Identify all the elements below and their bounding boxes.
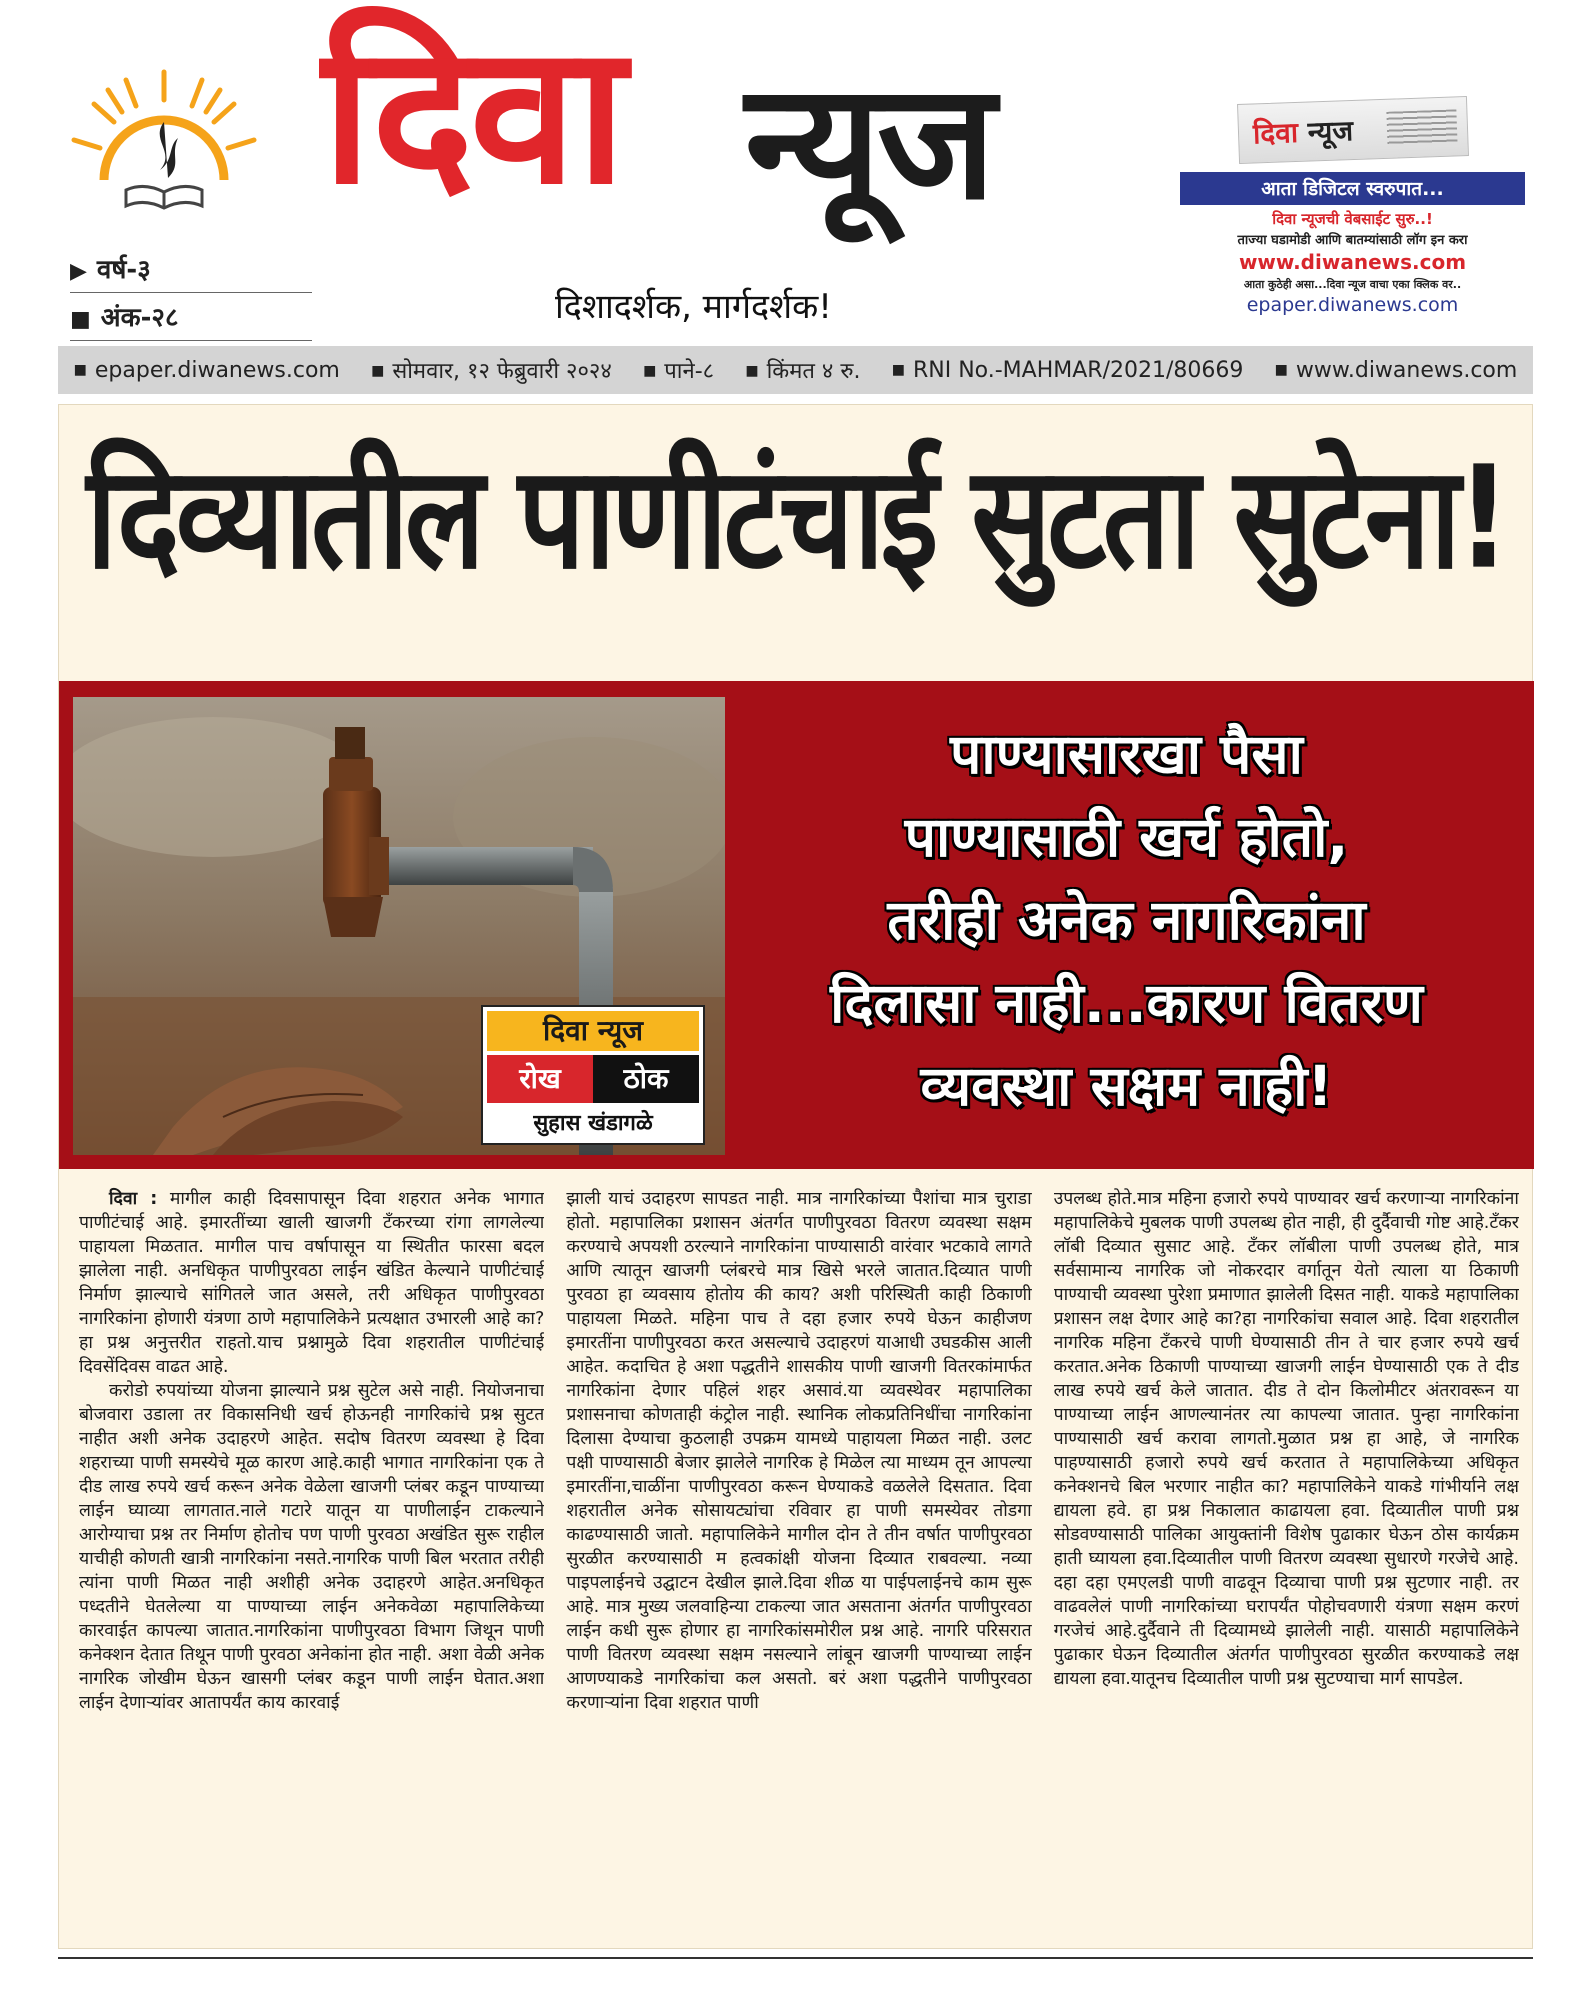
strip-epaper-link[interactable]: ■ epaper.diwanews.com: [74, 358, 340, 383]
deck-text: [719, 713, 1534, 1128]
deck-line: पाण्यासाठी खर्च होतो,: [904, 805, 1349, 869]
bottom-divider: [58, 1957, 1533, 1959]
promo-line-website-launch: दिवा न्यूजची वेबसाईट सुरु..!: [1272, 210, 1433, 228]
strip-price: ■ किंमत ४ रु.: [745, 355, 860, 385]
article-column-3: [1054, 1187, 1519, 1939]
stamp-thok: ठोक: [593, 1055, 699, 1103]
info-strip: [58, 346, 1533, 394]
strip-rni: ■ RNI No.-MAHMAR/2021/80669: [892, 358, 1244, 383]
deck-line: व्यवस्था सक्षम नाही!: [920, 1054, 1333, 1118]
article-column-1: [79, 1187, 544, 1939]
article-paragraph: उपलब्ध होते.मात्र महिना हजारो रुपये पाण्यावर खर्च करणाऱ्या नागरिकांना महापालिकेचे मुबलक पाणी उपलब्ध होत नाही, ही दुर्दैवाची गोष्ट आहे.टँकर लॉबी दिव्यात सुसाट आहे. टँकर लॉबीला पाणी उपलब्ध होते, मात्र सर्वसामान्य नागरिक जो नोकरदार वर्गातून येतो त्याला या ठिकाणी पाण्याची व्यवस्था पुरेशा प्रमाणात झालेली दिसत नाही. याकडे महापालिका प्रशासन लक्ष देणार आहे का?हा नागरिकांचा सवाल आहे. दिवा शहरातील नागरिक महिना टँकरचे पाणी घेण्यासाठी तीन ते चार हजार रुपये खर्च करतात.अनेक ठिकाणी पाण्याच्या खाजगी लाईन घेण्यासाठी एक ते दीड लाख रुपये खर्च केले जातात. दीड ते दोन किलोमीटर अंतरावरून या पाण्याच्या लाईन आणल्यानंतर त्या कापल्या जातात. पुन्हा नागरिकांना पाण्यासाठी खर्च करावा लागतो.मुळात प्रश्न हा आहे, जे नागरिक पाहण्यासाठी हजारो रुपये खर्च करतात ते महापालिकेच्या अधिकृत कनेक्शनचे बिल भरणार नाहीत का? महापालिकेने याकडे गांभीर्याने लक्ष द्यायला हवे. हा प्रश्न निकालात काढायला हवा. दिव्यातील पाणी प्रश्न सोडवण्यासाठी पालिका आयुक्तांनी विशेष पुढाकार घेऊन ठोस कार्यक्रम हाती घ्यायला हवा.दिव्यातील पाणी वितरण व्यवस्था सुधारणे गरजेचे आहे. दहा दहा एमएलडी पाणी वाढवून दिव्याचा पाणी प्रश्न सुटणार नाही. तर वाढवलेलं पाणी नागरिकांच्या घरापर्यंत पोहोचवणारी यंत्रणा सक्षम करणं गरजेचं आहे.दुर्दैवाने ती दिव्यामध्ये झालेली नाही. यासाठी महापालिकेने पुढाकार घेऊन दिव्यातील अंतर्गत पाणीपुरवठा सुरळीत करण्याकडे लक्ष द्यायला हवा.यातूनच दिव्यातील पाणी प्रश्न सुटण्याचा मार्ग सापडेल.: [1053, 1189, 1519, 1689]
strip-date: ■ सोमवार, १२ फेब्रुवारी २०२४: [371, 355, 612, 385]
headline: दिव्यातील पाणीटंचाई सुटता सुटेना!: [86, 434, 1507, 601]
promo-epaper-link[interactable]: epaper.diwanews.com: [1246, 294, 1459, 316]
stamp-brand: दिवा न्यूज: [487, 1011, 699, 1051]
article-paragraph: झाली याचं उदाहरण सापडत नाही. मात्र नागरिकांच्या पैशांचा मात्र चुराडा होतो. महापालिका प्रशासन अंतर्गत पाणीपुरवठा वितरण व्यवस्था सक्षम करण्याचे अपयशी ठरल्याने नागरिकांना पाण्यासाठी वारंवार भटकावे लागते आणि त्यातून खाजगी प्लंबरचे मात्र खिसे भरले जातात.दिव्यात पाणी पुरवठा हा व्यवसाय होतोय की काय? अशी परिस्थिती काही ठिकाणी पाहायला मिळते. महिना पाच ते दहा हजार रुपये घेऊन काहीजण इमारतींना पाणीपुरवठा करत असल्याचे उदाहरणं याआधी उघडकीस आली आहेत. कदाचित हे अशा पद्धतीने शासकीय पाणी खाजगी वितरकांमार्फत नागरिकांना देणार पहिलं शहर असावं.या व्यवस्थेवर महापालिका प्रशासनाचा कोणताही कंट्रोल नाही. स्थानिक लोकप्रतिनिधींचा नागरिकांना दिलासा देण्याचा कुठलाही उपक्रम यामध्ये पाहायला मिळत नाही. उलट पक्षी पाण्यासाठी बेजार झालेले नागरिक हे मिळेल त्या माध्यम तून आपल्या इमारतींना,चाळींना पाणीपुरवठा करून घेण्याकडे वळलेले दिसतात. दिवा शहरातील अनेक सोसायट्यांचा रविवार हा पाणी समस्येवर तोडगा काढण्यासाठी जातो. महापालिकेने मागील दोन ते तीन वर्षात पाणीपुरवठा सुरळीत करण्यासाठी म हत्वकांक्षी योजना दिव्यात राबवल्या. नव्या पाइपलाईनचे उद्घाटन देखील झाले.दिवा शीळ या पाईपलाईनचे काम सुरू आहे. मात्र मुख्य जलवाहिन्या टाकल्या जात असताना अंतर्गत पाणीपुरवठा लाईन कधी सुरू होणार हा नागरिकांसमोरील प्रश्न आहे. नागरि परिसरात पाणी वितरण व्यवस्था सक्षम नसल्याने लांबून खाजगी पाण्याच्या लाईन आणण्याकडे नागरिकांचा कल असतो. बरं अशा पद्धतीने पाणीपुरवठा करणाऱ्यांना दिवा शहरात पाणी: [566, 1189, 1032, 1713]
play-icon: ▶: [70, 259, 87, 284]
sun-book-logo: [64, 60, 264, 230]
strip-website-link[interactable]: ■ www.diwanews.com: [1275, 358, 1518, 383]
dateline: दिवा :: [109, 1189, 158, 1209]
brand-name-black: न्यूज: [745, 48, 992, 235]
tagline: दिशादर्शक, मार्गदर्शक!: [555, 287, 832, 327]
promo-line-click: आता कुठेही असा...दिवा न्यूज वाचा एका क्लिक वर..: [1243, 278, 1462, 291]
article-paragraph: दिवा : मागील काही दिवसापासून दिवा शहरात अनेक भागात पाणीटंचाई आहे. इमारतींच्या खाली खाजगी टँकरच्या रांगा लागलेल्या पाहायला मिळतात. मागील पाच वर्षापासून या स्थितीत फारसा बदल झालेला नाही. अनधिकृत पाणीपुरवठा लाईन खंडित केल्याने पाणीटंचाई निर्माण झाल्याचे सांगितले जात असले, तरी अधिकृत पाणीपुरवठा नागरिकांना होणारी यंत्रणा ठाणे महापालिकेने प्रत्यक्षात उभारली आहे का? हा प्रश्न अनुत्तरीत राहतो.याच प्रश्नामुळे दिवा शहरातील पाणीटंचाई दिवसेंदिवस वाढत आहे.: [79, 1189, 545, 1377]
deck-line: तरीही अनेक नागरिकांना: [887, 888, 1366, 952]
stamp-rokh: रोख: [487, 1055, 593, 1103]
deck-band: [59, 681, 1534, 1169]
newspaper-icon: दिवा न्यूज: [1237, 96, 1469, 164]
story-panel: [58, 404, 1533, 1949]
article-column-2: [566, 1187, 1031, 1939]
promo-website-link[interactable]: www.diwanews.com: [1238, 250, 1467, 274]
deck-line: पाण्यासारखा पैसा: [950, 722, 1303, 786]
strip-pages: ■ पाने-८: [643, 355, 714, 385]
article-paragraph: करोडो रुपयांच्या योजना झाल्याने प्रश्न सुटेल असे नाही. नियोजनाचा बोजवारा उडाला तर विकासनिधी खर्च होऊनही नागरिकांचे प्रश्न सुटत नाहीत अशी अनेक उदाहरणे आहेत. सदोष वितरण व्यवस्था हे दिवा शहराच्या पाणी समस्येचे मूळ कारण आहे.काही भागात नागरिकांना एक ते दीड लाख रुपये खर्च करून अनेक वेळेला खाजगी प्लंबर कडून पाण्याच्या लाईन घ्याव्या लागतात.नाले गटारे यातून या पाणीलाईन टाकल्याने आरोग्याचा प्रश्न तर निर्माण होतोच पण पाणी पुरवठा अखंडित सुरू राहील याचीही कोणती खात्री नागरिकांना नसते.नागरिक पाणी बिल भरतात तरीही त्यांना पाणी मिळत नाही अशीही अनेक उदाहरणे आहेत.अनधिकृत पध्दतीने घेतलेल्या या पाण्याच्या लाईन अनेकवेळा महापालिकेच्या कारवाईत कापल्या जातात.नागरिकांना पाणीपुरवठा विभाग जिथून पाणी कनेक्शन देतात तिथून पाणी पुरवठा अनेकांना होत नाही. अशा वेळी अनेक नागरिक जोखीम घेऊन खासगी प्लंबर कडून पाणी लाईन घेतात.अशा लाईन देणाऱ्यांवर आतापर्यंत काय कारवाई: [79, 1381, 545, 1713]
digital-promo-box: [1180, 100, 1525, 325]
volume-label: ▶ वर्ष-३: [70, 248, 312, 293]
article-body: [79, 1187, 1519, 1939]
issue-label: ■ अंक-२८: [70, 296, 312, 341]
promo-banner: आता डिजिटल स्वरुपात...: [1180, 172, 1525, 205]
square-bullet-icon: ■: [70, 307, 91, 332]
stamp-author: सुहास खंडागळे: [533, 1111, 653, 1136]
column-stamp: [481, 1005, 705, 1145]
brand-name-red: दिवा: [322, 4, 623, 227]
promo-line-login: ताज्या घडामोडी आणि बातम्यांसाठी लॉग इन करा: [1237, 233, 1468, 248]
deck-line: दिलासा नाही...कारण वितरण: [830, 971, 1423, 1035]
